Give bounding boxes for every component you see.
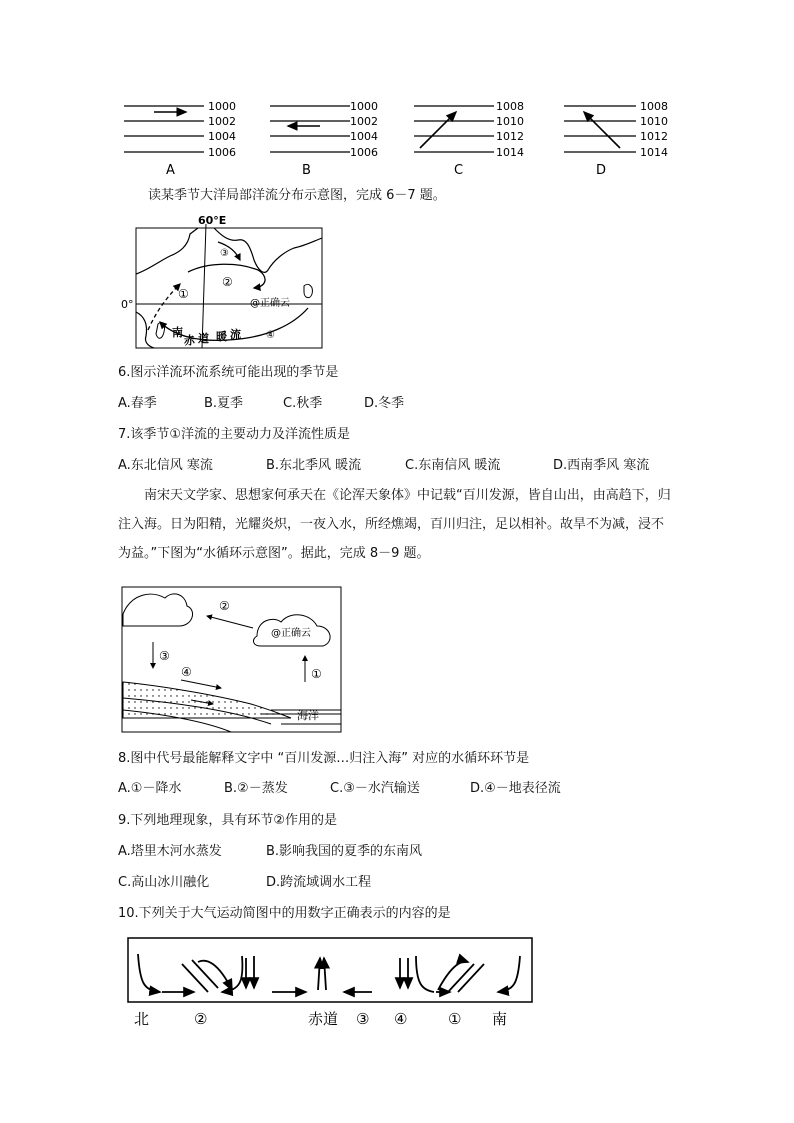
- figure-letter: A: [166, 163, 175, 178]
- longitude-label: 60°E: [198, 214, 227, 227]
- q7-stem: 7.该季节①洋流的主要动力及洋流性质是: [118, 427, 351, 442]
- isobar-value: 1002: [208, 115, 236, 128]
- isobar-value: 1014: [496, 146, 524, 159]
- isobar-value: 1008: [640, 100, 668, 113]
- ocean-label: 海洋: [297, 709, 319, 722]
- isobar-value: 1006: [208, 146, 236, 159]
- isobar-value: 1010: [640, 115, 668, 128]
- sec-char: 赤: [184, 334, 195, 347]
- wind-arrow: [584, 112, 620, 148]
- isobar-value: 1008: [496, 100, 524, 113]
- isobar-value: 1010: [496, 115, 524, 128]
- isobar-figure-c: [414, 100, 524, 178]
- watermark: @正确云: [271, 628, 311, 639]
- q7-option-c[interactable]: C.东南信风 暖流: [405, 458, 501, 473]
- isobar-figure-a: [124, 100, 236, 178]
- south-label: 南: [492, 1010, 508, 1028]
- q7-option-b[interactable]: B.东北季风 暖流: [266, 458, 362, 473]
- q6-option-b[interactable]: B.夏季: [204, 396, 244, 411]
- q9-option-a[interactable]: A.塔里木河水蒸发: [118, 844, 222, 859]
- q10-stem: 10.下列关于大气运动简图中的用数字正确表示的内容的是: [118, 906, 451, 921]
- q9-option-c[interactable]: C.高山冰川融化: [118, 875, 210, 890]
- north-label: 北: [134, 1010, 150, 1028]
- isobar-value: 1004: [350, 130, 378, 143]
- isobar-value: 1012: [640, 130, 668, 143]
- atmospheric-circulation-diagram: [122, 934, 542, 1030]
- label-1: ①: [448, 1010, 462, 1028]
- figure-letter: C: [454, 163, 464, 178]
- q9-option-b[interactable]: B.影响我国的夏季的东南风: [266, 844, 423, 859]
- sec-char: 道: [198, 332, 209, 345]
- label-2: ②: [219, 599, 230, 613]
- isobar-value: 1014: [640, 146, 668, 159]
- figure-letter: B: [302, 163, 311, 178]
- isobar-value: 1006: [350, 146, 378, 159]
- q9-option-d[interactable]: D.跨流域调水工程: [266, 875, 372, 890]
- label-3: ③: [356, 1010, 370, 1028]
- q8-stem: 8.图中代号最能解释文字中 “百川发源…归注入海” 对应的水循环环节是: [118, 751, 530, 766]
- isobar-value: 1002: [350, 115, 378, 128]
- ocean-current-map: [118, 212, 328, 352]
- current-4-label: ④: [266, 330, 275, 341]
- latitude-label: 0°: [121, 298, 134, 311]
- q8-option-a[interactable]: A.①－降水: [118, 781, 182, 796]
- isobar-figures: [110, 92, 690, 180]
- equator-label: 赤道: [308, 1010, 339, 1028]
- isobar-figure-d: [564, 100, 668, 178]
- current-3-label: ③: [220, 248, 229, 259]
- q7-option-a[interactable]: A.东北信风 寒流: [118, 458, 213, 473]
- q8-option-c[interactable]: C.③－水汽输送: [330, 781, 420, 796]
- wind-arrow: [420, 112, 456, 148]
- label-4: ④: [181, 665, 192, 679]
- label-1: ①: [311, 667, 322, 681]
- isobar-figure-b: [270, 100, 378, 178]
- sec-char: 流: [230, 328, 241, 341]
- q9-stem: 9.下列地理现象，具有环节②作用的是: [118, 813, 338, 828]
- q8-option-d[interactable]: D.④－地表径流: [470, 781, 561, 796]
- current-2-label: ②: [222, 275, 233, 289]
- q6-stem: 6.图示洋流环流系统可能出现的季节是: [118, 365, 339, 380]
- intro-q6-7: 读某季节大洋局部洋流分布示意图，完成 6－7 题。: [148, 188, 446, 203]
- isobar-value: 1004: [208, 130, 236, 143]
- q6-option-c[interactable]: C.秋季: [283, 396, 323, 411]
- passage-q8-9: 南宋天文学家、思想家何承天在《论浑天象体》中记载“百川发源，皆自山出，由高趋下，归注入海。日为阳精，光耀炎炽，一夜入水，所经燋竭，百川归注，足以相补。故旱不为减，浸不为益。”下图为“水循环示意图”。据此，完成 8－9 题。: [118, 488, 671, 561]
- sec-char: 暖: [216, 330, 227, 343]
- figure-letter: D: [596, 163, 607, 178]
- q7-option-d[interactable]: D.西南季风 寒流: [553, 458, 650, 473]
- q8-option-b[interactable]: B.②－蒸发: [224, 781, 288, 796]
- isobar-value: 1000: [350, 100, 378, 113]
- q6-option-a[interactable]: A.春季: [118, 396, 157, 411]
- sec-char: 南: [172, 326, 183, 339]
- isobar-value: 1012: [496, 130, 524, 143]
- watermark: @正确云: [250, 298, 290, 309]
- label-3: ③: [159, 649, 170, 663]
- label-4: ④: [394, 1010, 408, 1028]
- label-2: ②: [194, 1010, 208, 1028]
- current-1-label: ①: [178, 287, 189, 301]
- q6-option-d[interactable]: D.冬季: [364, 396, 405, 411]
- water-cycle-diagram: [121, 586, 343, 734]
- isobar-value: 1000: [208, 100, 236, 113]
